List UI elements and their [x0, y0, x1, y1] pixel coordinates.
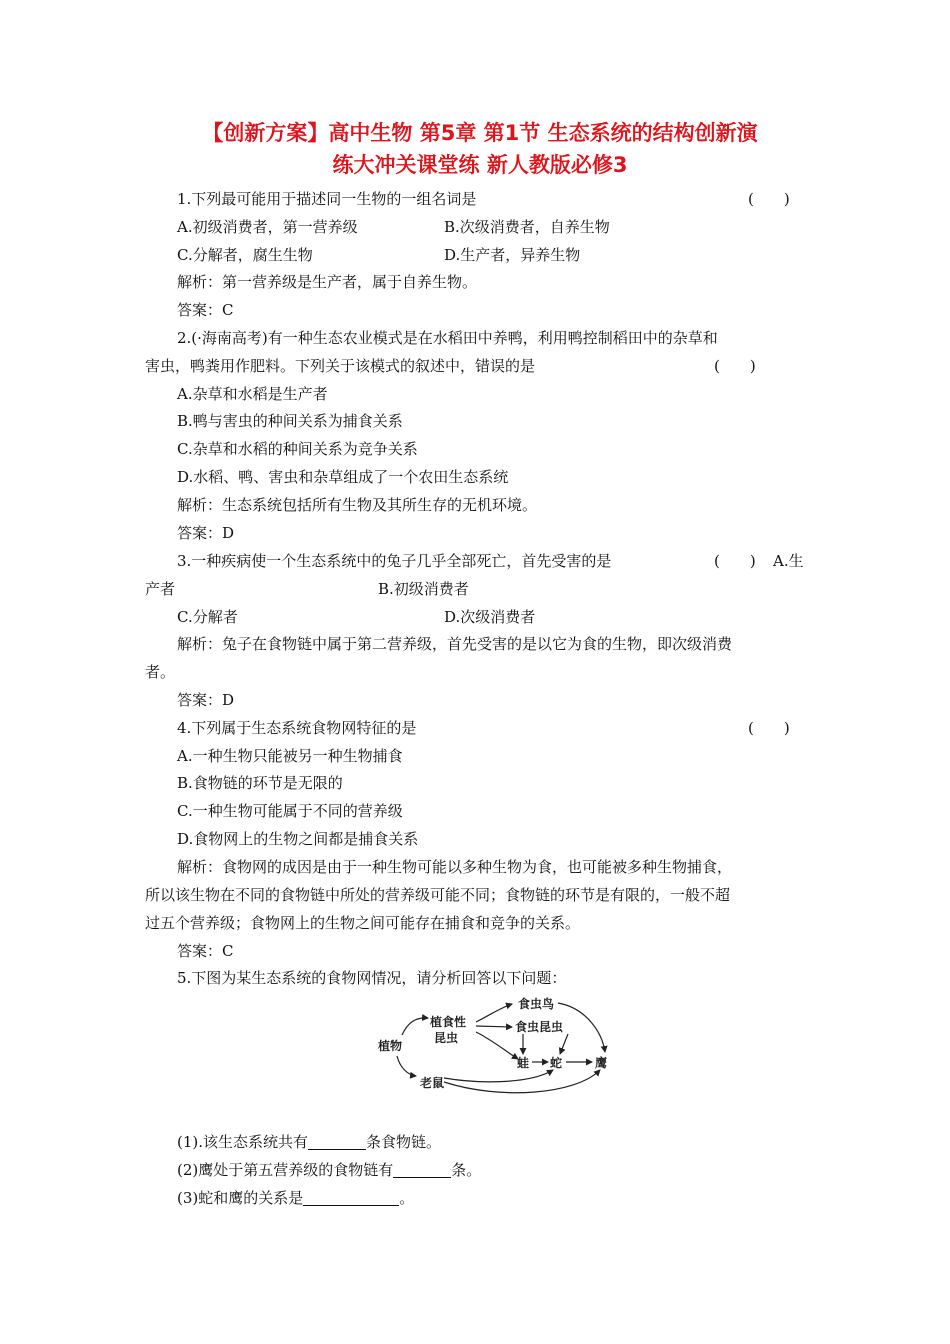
- q4-answer-bracket: ( ): [748, 719, 790, 737]
- q2-option-c: C.杂草和水稻的种间关系为竞争关系: [177, 440, 418, 458]
- q3-option-a-tail: 产者: [145, 580, 176, 598]
- q4-stem: 4.下列属于生态系统食物网特征的是: [177, 719, 417, 737]
- q4-analysis-line1: 解析：食物网的成因是由于一种生物可能以多种生物为食，也可能被多种生物捕食，: [177, 858, 733, 876]
- q1-analysis: 解析：第一营养级是生产者，属于自养生物。: [177, 273, 478, 291]
- q2-option-d: D.水稻、鸭、害虫和杂草组成了一个农田生态系统: [177, 468, 509, 486]
- q4-option-d: D.食物网上的生物之间都是捕食关系: [177, 830, 419, 848]
- q1-answer: 答案：C: [177, 301, 234, 319]
- arrow-bird-hawk: [558, 1003, 605, 1052]
- q1-option-d: D.生产者，异养生物: [444, 246, 581, 264]
- q3-analysis-line2: 者。: [145, 663, 176, 681]
- arrow-plant-herbivore: [402, 1018, 428, 1035]
- q5-sub1-text: (1).该生态系统共有: [177, 1133, 309, 1151]
- q5-sub3-blank[interactable]: [303, 1189, 399, 1206]
- food-web-diagram: [360, 990, 630, 1102]
- q5-sub3: [177, 1187, 414, 1209]
- arrow-insecteater-snake: [560, 1034, 568, 1054]
- arrow-herbivore-frog: [476, 1032, 518, 1059]
- q5-sub3-text: (3)蛇和鹰的关系是: [177, 1189, 304, 1207]
- q5-sub1: [177, 1131, 441, 1153]
- q4-option-c: C.一种生物可能属于不同的营养级: [177, 802, 403, 820]
- q1-stem: 1.下列最可能用于描述同一生物的一组名词是: [177, 190, 477, 208]
- doc-title-line1: 【创新方案】高中生物 第5章 第1节 生态系统的结构创新演: [202, 121, 758, 145]
- doc-title-line2: 练大冲关课堂练 新人教版必修3: [332, 153, 628, 177]
- arrow-herbivore-insecteater: [476, 1026, 512, 1027]
- q1-answer-bracket: ( ): [748, 190, 790, 208]
- q3-option-c: C.分解者: [177, 608, 238, 626]
- arrow-mouse-snake: [444, 1070, 553, 1082]
- q3-stem: 3.一种疾病使一个生态系统中的兔子几乎全部死亡，首先受害的是: [177, 552, 612, 570]
- q3-option-b: B.初级消费者: [378, 580, 469, 598]
- node-insectivorous-bird: 食虫鸟: [518, 997, 555, 1011]
- arrow-plant-mouse: [397, 1056, 416, 1076]
- q3-answer: 答案：D: [177, 691, 235, 709]
- q5-sub3-text-end: 。: [399, 1189, 415, 1207]
- q2-stem-line2: 害虫，鸭粪用作肥料。下列关于该模式的叙述中，错误的是: [145, 357, 536, 375]
- q5-sub2-text-end: 条。: [451, 1161, 482, 1179]
- node-frog: 蛙: [517, 1056, 530, 1070]
- q3-option-a-head: A.生: [773, 552, 804, 570]
- q3-analysis-line1: 解析：兔子在食物链中属于第二营养级，首先受害的是以它为食的生物，即次级消费: [177, 635, 733, 653]
- node-herbivorous-insect-2: 昆虫: [434, 1031, 459, 1045]
- q1-option-a: A.初级消费者，第一营养级: [177, 218, 358, 236]
- node-hawk: 鹰: [595, 1056, 608, 1070]
- q2-stem-line1: 2.(·海南高考)有一种生态农业模式是在水稻田中养鸭，利用鸭控制稻田中的杂草和: [177, 329, 718, 347]
- q5-stem: 5.下图为某生态系统的食物网情况，请分析回答以下问题：: [177, 969, 567, 987]
- q3-option-d: D.次级消费者: [444, 608, 536, 626]
- q2-analysis: 解析：生态系统包括所有生物及其所生存的无机环境。: [177, 496, 538, 514]
- q4-answer: 答案：C: [177, 942, 234, 960]
- q1-option-c: C.分解者，腐生生物: [177, 246, 313, 264]
- q5-sub2-blank[interactable]: [393, 1161, 451, 1178]
- q4-option-a: A.一种生物只能被另一种生物捕食: [177, 747, 403, 765]
- arrow-herbivore-bird: [476, 1004, 512, 1022]
- q2-answer: 答案：D: [177, 524, 235, 542]
- q5-sub2: [177, 1159, 481, 1181]
- q3-answer-bracket: ( ): [714, 552, 756, 570]
- q2-option-b: B.鸭与害虫的种间关系为捕食关系: [177, 412, 403, 430]
- q1-option-b: B.次级消费者，自养生物: [444, 218, 610, 236]
- node-herbivorous-insect-1: 植食性: [430, 1015, 467, 1029]
- q5-sub1-blank[interactable]: [308, 1133, 366, 1150]
- q5-sub2-text: (2)鹰处于第五营养级的食物链有: [177, 1161, 394, 1179]
- q2-option-a: A.杂草和水稻是生产者: [177, 385, 328, 403]
- node-insectivorous-insect: 食虫昆虫: [515, 1020, 564, 1034]
- node-plant: 植物: [378, 1039, 403, 1053]
- q5-sub1-text-end: 条食物链。: [366, 1133, 442, 1151]
- node-snake: 蛇: [550, 1056, 563, 1070]
- q4-analysis-line3: 过五个营养级；食物网上的生物之间可能存在捕食和竞争的关系。: [145, 914, 581, 932]
- q2-answer-bracket: ( ): [714, 357, 756, 375]
- q4-analysis-line2: 所以该生物在不同的食物链中所处的营养级可能不同；食物链的环节是有限的，一般不超: [145, 886, 731, 904]
- node-mouse: 老鼠: [420, 1076, 445, 1090]
- q4-option-b: B.食物链的环节是无限的: [177, 774, 343, 792]
